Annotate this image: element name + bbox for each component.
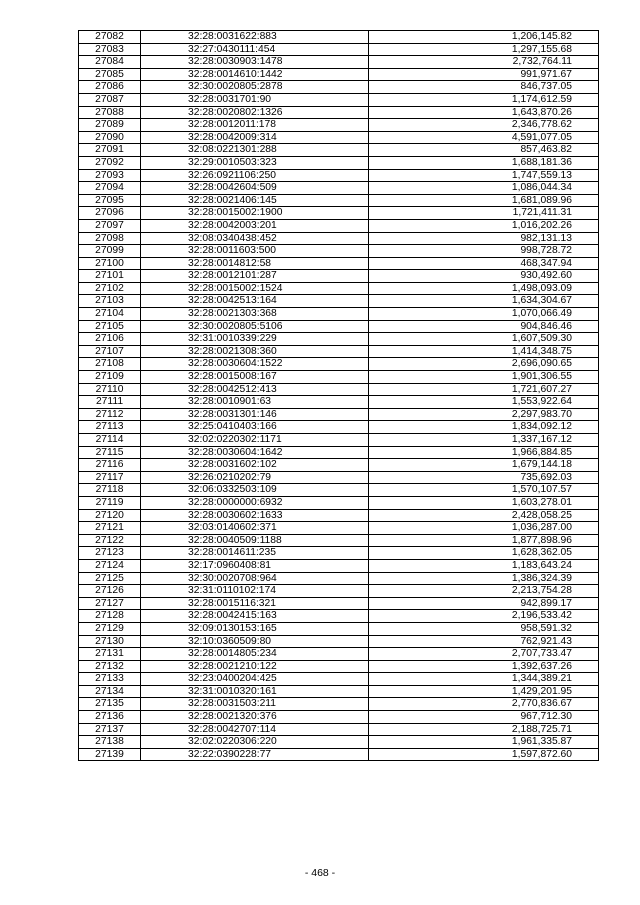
value-cell: 1,183,643.24 xyxy=(369,559,599,572)
value-cell: 1,086,044.34 xyxy=(369,182,599,195)
value-cell: 1,901,306.55 xyxy=(369,371,599,384)
value-cell: 982,131.13 xyxy=(369,232,599,245)
table-row xyxy=(79,396,599,409)
value-cell: 1,498,093.09 xyxy=(369,282,599,295)
value-cell: 1,597,872.60 xyxy=(369,748,599,761)
cadastral-number-cell: 32:28:0021210:122 xyxy=(141,660,369,673)
row-number-cell: 27095 xyxy=(79,194,141,207)
cadastral-number-cell: 32:09:0130153:165 xyxy=(141,622,369,635)
table-row xyxy=(79,484,599,497)
row-number-cell: 27112 xyxy=(79,408,141,421)
value-cell: 468,347.94 xyxy=(369,257,599,270)
cadastral-number-cell: 32:28:0015002:1900 xyxy=(141,207,369,220)
row-number-cell: 27137 xyxy=(79,723,141,736)
value-cell: 2,188,725.71 xyxy=(369,723,599,736)
table-row xyxy=(79,282,599,295)
table-row xyxy=(79,434,599,447)
table-row xyxy=(79,131,599,144)
value-cell: 958,591.32 xyxy=(369,622,599,635)
cadastral-value-table xyxy=(78,30,599,761)
cadastral-number-cell: 32:28:0000000:6932 xyxy=(141,496,369,509)
table-row xyxy=(79,496,599,509)
table-row xyxy=(79,270,599,283)
cadastral-number-cell: 32:28:0042003:201 xyxy=(141,219,369,232)
table-row xyxy=(79,534,599,547)
cadastral-number-cell: 32:08:0221301:288 xyxy=(141,144,369,157)
table-row xyxy=(79,509,599,522)
table-row xyxy=(79,219,599,232)
table-row xyxy=(79,358,599,371)
value-cell: 1,877,898.96 xyxy=(369,534,599,547)
cadastral-number-cell: 32:02:0220302:1171 xyxy=(141,434,369,447)
cadastral-number-cell: 32:28:0015002:1524 xyxy=(141,282,369,295)
cadastral-number-cell: 32:28:0014812:58 xyxy=(141,257,369,270)
row-number-cell: 27107 xyxy=(79,345,141,358)
cadastral-number-cell: 32:28:0020802:1326 xyxy=(141,106,369,119)
cadastral-number-cell: 32:28:0021406:145 xyxy=(141,194,369,207)
table-row xyxy=(79,194,599,207)
row-number-cell: 27098 xyxy=(79,232,141,245)
row-number-cell: 27082 xyxy=(79,31,141,44)
table-row xyxy=(79,446,599,459)
table-row xyxy=(79,572,599,585)
table-row xyxy=(79,547,599,560)
value-cell: 857,463.82 xyxy=(369,144,599,157)
value-cell: 1,070,066.49 xyxy=(369,308,599,321)
value-cell: 1,634,304.67 xyxy=(369,295,599,308)
cadastral-number-cell: 32:28:0030604:1522 xyxy=(141,358,369,371)
table-row xyxy=(79,68,599,81)
row-number-cell: 27133 xyxy=(79,673,141,686)
value-cell: 1,966,884.85 xyxy=(369,446,599,459)
cadastral-number-cell: 32:28:0042707:114 xyxy=(141,723,369,736)
table-row xyxy=(79,471,599,484)
cadastral-number-cell: 32:03:0140602:371 xyxy=(141,522,369,535)
row-number-cell: 27099 xyxy=(79,245,141,258)
value-cell: 1,344,389.21 xyxy=(369,673,599,686)
cadastral-number-cell: 32:28:0015008:167 xyxy=(141,371,369,384)
cadastral-number-cell: 32:28:0021308:360 xyxy=(141,345,369,358)
cadastral-number-cell: 32:28:0010901:63 xyxy=(141,396,369,409)
cadastral-number-cell: 32:28:0030602:1633 xyxy=(141,509,369,522)
row-number-cell: 27096 xyxy=(79,207,141,220)
cadastral-number-cell: 32:28:0014611:235 xyxy=(141,547,369,560)
table-row xyxy=(79,408,599,421)
row-number-cell: 27134 xyxy=(79,685,141,698)
value-cell: 2,196,533.42 xyxy=(369,610,599,623)
table-row xyxy=(79,43,599,56)
table-row xyxy=(79,522,599,535)
cadastral-number-cell: 32:28:0014805:234 xyxy=(141,648,369,661)
cadastral-number-cell: 32:28:0042009:314 xyxy=(141,131,369,144)
row-number-cell: 27101 xyxy=(79,270,141,283)
row-number-cell: 27094 xyxy=(79,182,141,195)
table-row xyxy=(79,648,599,661)
row-number-cell: 27091 xyxy=(79,144,141,157)
cadastral-number-cell: 32:31:0110102:174 xyxy=(141,585,369,598)
table-row xyxy=(79,156,599,169)
value-cell: 1,643,870.26 xyxy=(369,106,599,119)
row-number-cell: 27093 xyxy=(79,169,141,182)
value-cell: 1,607,509.30 xyxy=(369,333,599,346)
cadastral-number-cell: 32:28:0031503:211 xyxy=(141,698,369,711)
table-row xyxy=(79,585,599,598)
cadastral-number-cell: 32:28:0014610:1442 xyxy=(141,68,369,81)
cadastral-number-cell: 32:28:0042512:413 xyxy=(141,383,369,396)
value-cell: 1,206,145.82 xyxy=(369,31,599,44)
value-cell: 1,429,201.95 xyxy=(369,685,599,698)
row-number-cell: 27103 xyxy=(79,295,141,308)
cadastral-number-cell: 32:28:0012011:178 xyxy=(141,119,369,132)
cadastral-number-cell: 32:28:0031602:102 xyxy=(141,459,369,472)
value-cell: 1,570,107.57 xyxy=(369,484,599,497)
cadastral-number-cell: 32:28:0040509:1188 xyxy=(141,534,369,547)
row-number-cell: 27130 xyxy=(79,635,141,648)
cadastral-number-cell: 32:28:0031301:146 xyxy=(141,408,369,421)
row-number-cell: 27085 xyxy=(79,68,141,81)
row-number-cell: 27125 xyxy=(79,572,141,585)
value-cell: 2,696,090.65 xyxy=(369,358,599,371)
cadastral-number-cell: 32:29:0010503:323 xyxy=(141,156,369,169)
cadastral-number-cell: 32:22:0390228:77 xyxy=(141,748,369,761)
page-number: - 468 - xyxy=(304,867,336,879)
value-cell: 998,728.72 xyxy=(369,245,599,258)
cadastral-number-cell: 32:28:0021303:368 xyxy=(141,308,369,321)
row-number-cell: 27129 xyxy=(79,622,141,635)
table-row xyxy=(79,597,599,610)
value-cell: 1,721,607.27 xyxy=(369,383,599,396)
row-number-cell: 27122 xyxy=(79,534,141,547)
row-number-cell: 27102 xyxy=(79,282,141,295)
value-cell: 1,392,637.26 xyxy=(369,660,599,673)
table-row xyxy=(79,333,599,346)
row-number-cell: 27117 xyxy=(79,471,141,484)
table-row xyxy=(79,685,599,698)
cadastral-number-cell: 32:23:0400204:425 xyxy=(141,673,369,686)
cadastral-number-cell: 32:26:0921106:250 xyxy=(141,169,369,182)
cadastral-number-cell: 32:28:0021320:376 xyxy=(141,711,369,724)
value-cell: 2,707,733.47 xyxy=(369,648,599,661)
cadastral-number-cell: 32:02:0220306:220 xyxy=(141,736,369,749)
value-cell: 2,213,754.28 xyxy=(369,585,599,598)
value-cell: 2,297,983.70 xyxy=(369,408,599,421)
table-row xyxy=(79,371,599,384)
value-cell: 1,688,181.36 xyxy=(369,156,599,169)
row-number-cell: 27127 xyxy=(79,597,141,610)
cadastral-number-cell: 32:31:0010339:229 xyxy=(141,333,369,346)
row-number-cell: 27135 xyxy=(79,698,141,711)
row-number-cell: 27097 xyxy=(79,219,141,232)
table-row xyxy=(79,308,599,321)
table-row xyxy=(79,182,599,195)
cadastral-number-cell: 32:17:0960408:81 xyxy=(141,559,369,572)
row-number-cell: 27083 xyxy=(79,43,141,56)
row-number-cell: 27121 xyxy=(79,522,141,535)
row-number-cell: 27087 xyxy=(79,93,141,106)
value-cell: 1,337,167.12 xyxy=(369,434,599,447)
row-number-cell: 27114 xyxy=(79,434,141,447)
row-number-cell: 27119 xyxy=(79,496,141,509)
value-cell: 1,961,335.87 xyxy=(369,736,599,749)
value-cell: 1,553,922.64 xyxy=(369,396,599,409)
value-cell: 2,346,778.62 xyxy=(369,119,599,132)
row-number-cell: 27086 xyxy=(79,81,141,94)
value-cell: 1,386,324.39 xyxy=(369,572,599,585)
table-row xyxy=(79,736,599,749)
value-cell: 1,747,559.13 xyxy=(369,169,599,182)
value-cell: 930,492.60 xyxy=(369,270,599,283)
cadastral-number-cell: 32:28:0042513:164 xyxy=(141,295,369,308)
row-number-cell: 27089 xyxy=(79,119,141,132)
row-number-cell: 27118 xyxy=(79,484,141,497)
cadastral-number-cell: 32:28:0030604:1642 xyxy=(141,446,369,459)
table-row xyxy=(79,723,599,736)
row-number-cell: 27115 xyxy=(79,446,141,459)
row-number-cell: 27084 xyxy=(79,56,141,69)
cadastral-number-cell: 32:28:0031701:90 xyxy=(141,93,369,106)
cadastral-number-cell: 32:28:0030903:1478 xyxy=(141,56,369,69)
cadastral-number-cell: 32:27:0430111:454 xyxy=(141,43,369,56)
table-row xyxy=(79,673,599,686)
row-number-cell: 27128 xyxy=(79,610,141,623)
table-row xyxy=(79,610,599,623)
value-cell: 1,721,411.31 xyxy=(369,207,599,220)
table-row xyxy=(79,622,599,635)
row-number-cell: 27139 xyxy=(79,748,141,761)
table-row xyxy=(79,660,599,673)
row-number-cell: 27092 xyxy=(79,156,141,169)
row-number-cell: 27106 xyxy=(79,333,141,346)
row-number-cell: 27110 xyxy=(79,383,141,396)
cadastral-number-cell: 32:28:0012101:287 xyxy=(141,270,369,283)
value-cell: 1,603,278.01 xyxy=(369,496,599,509)
cadastral-number-cell: 32:08:0340438:452 xyxy=(141,232,369,245)
row-number-cell: 27090 xyxy=(79,131,141,144)
row-number-cell: 27104 xyxy=(79,308,141,321)
table-row xyxy=(79,295,599,308)
table-row xyxy=(79,383,599,396)
value-cell: 1,016,202.26 xyxy=(369,219,599,232)
cadastral-number-cell: 32:28:0042415:163 xyxy=(141,610,369,623)
value-cell: 1,174,612.59 xyxy=(369,93,599,106)
cadastral-number-cell: 32:28:0031622:883 xyxy=(141,31,369,44)
cadastral-number-cell: 32:28:0011603:500 xyxy=(141,245,369,258)
value-cell: 1,679,144.18 xyxy=(369,459,599,472)
table-row xyxy=(79,93,599,106)
row-number-cell: 27138 xyxy=(79,736,141,749)
row-number-cell: 27124 xyxy=(79,559,141,572)
cadastral-number-cell: 32:31:0010320:161 xyxy=(141,685,369,698)
table-row xyxy=(79,345,599,358)
cadastral-number-cell: 32:30:0020805:2878 xyxy=(141,81,369,94)
value-cell: 735,692.03 xyxy=(369,471,599,484)
table-row xyxy=(79,56,599,69)
table-row xyxy=(79,748,599,761)
value-cell: 2,732,764.11 xyxy=(369,56,599,69)
cadastral-number-cell: 32:28:0015116:321 xyxy=(141,597,369,610)
table-row xyxy=(79,635,599,648)
row-number-cell: 27109 xyxy=(79,371,141,384)
value-cell: 2,770,836.67 xyxy=(369,698,599,711)
row-number-cell: 27126 xyxy=(79,585,141,598)
row-number-cell: 27105 xyxy=(79,320,141,333)
table-row xyxy=(79,320,599,333)
value-cell: 1,628,362.05 xyxy=(369,547,599,560)
table-row xyxy=(79,119,599,132)
value-cell: 991,971.67 xyxy=(369,68,599,81)
value-cell: 1,834,092.12 xyxy=(369,421,599,434)
row-number-cell: 27120 xyxy=(79,509,141,522)
value-cell: 1,414,348.75 xyxy=(369,345,599,358)
table-body xyxy=(79,31,599,761)
table-row xyxy=(79,257,599,270)
value-cell: 904,846.46 xyxy=(369,320,599,333)
table-row xyxy=(79,144,599,157)
row-number-cell: 27132 xyxy=(79,660,141,673)
table-row xyxy=(79,207,599,220)
value-cell: 1,036,287.00 xyxy=(369,522,599,535)
cadastral-number-cell: 32:26:0210202:79 xyxy=(141,471,369,484)
table-row xyxy=(79,245,599,258)
table-row xyxy=(79,232,599,245)
table-row xyxy=(79,81,599,94)
row-number-cell: 27111 xyxy=(79,396,141,409)
value-cell: 942,899.17 xyxy=(369,597,599,610)
row-number-cell: 27116 xyxy=(79,459,141,472)
cadastral-number-cell: 32:25:0410403:166 xyxy=(141,421,369,434)
cadastral-number-cell: 32:28:0042604:509 xyxy=(141,182,369,195)
row-number-cell: 27131 xyxy=(79,648,141,661)
table-row xyxy=(79,711,599,724)
value-cell: 2,428,058.25 xyxy=(369,509,599,522)
value-cell: 1,681,089.96 xyxy=(369,194,599,207)
row-number-cell: 27136 xyxy=(79,711,141,724)
row-number-cell: 27108 xyxy=(79,358,141,371)
table-row xyxy=(79,698,599,711)
cadastral-number-cell: 32:06:0332503:109 xyxy=(141,484,369,497)
table-row xyxy=(79,31,599,44)
table-row xyxy=(79,559,599,572)
table-row xyxy=(79,106,599,119)
value-cell: 4,591,077.05 xyxy=(369,131,599,144)
row-number-cell: 27123 xyxy=(79,547,141,560)
cadastral-number-cell: 32:30:0020805:5106 xyxy=(141,320,369,333)
row-number-cell: 27088 xyxy=(79,106,141,119)
table-row xyxy=(79,421,599,434)
value-cell: 762,921.43 xyxy=(369,635,599,648)
value-cell: 846,737.05 xyxy=(369,81,599,94)
value-cell: 1,297,155.68 xyxy=(369,43,599,56)
value-cell: 967,712.30 xyxy=(369,711,599,724)
table-row xyxy=(79,169,599,182)
cadastral-number-cell: 32:30:0020708:964 xyxy=(141,572,369,585)
table-row xyxy=(79,459,599,472)
row-number-cell: 27100 xyxy=(79,257,141,270)
cadastral-number-cell: 32:10:0360509:80 xyxy=(141,635,369,648)
row-number-cell: 27113 xyxy=(79,421,141,434)
